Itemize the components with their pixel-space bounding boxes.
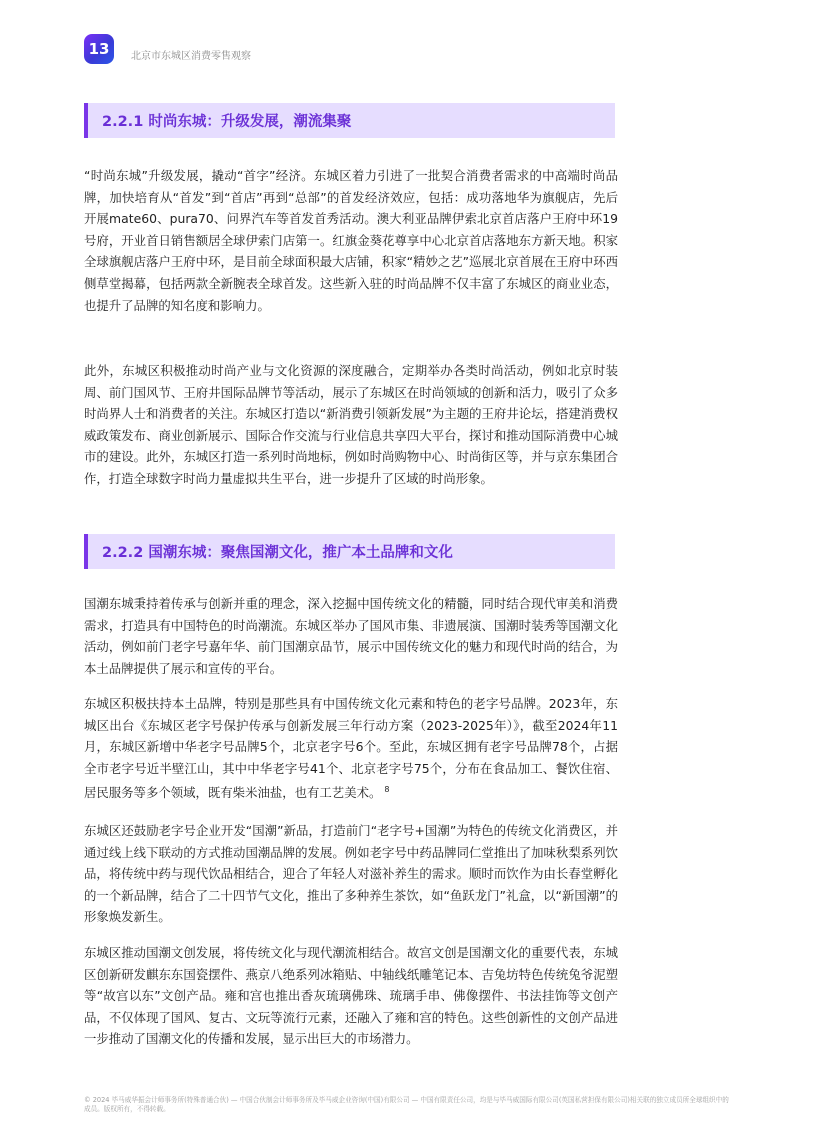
paragraph: 东城区还鼓励老字号企业开发“国潮”新品，打造前门“老字号+国潮”为特色的传统文化消费区，并通过线上线下联动的方式推动国潮品牌的发展。例如老字号中药品牌同仁堂推出了加味秋梨系列饮品，将传统中药与现代饮品相结合，迎合了年轻人对滋补养生的需求。顺时而饮作为由长春堂孵化的一个新品牌，结合了二十四节气文化，推出了多种养生茶饮，如“鱼跃龙门”礼盒，以“新国潮”的形象焕发新生。 [84, 823, 618, 925]
paragraph: 此外，东城区积极推动时尚产业与文化资源的深度融合，定期举办各类时尚活动，例如北京时装周、前门国风节、王府井国际品牌节等活动，展示了东城区在时尚领域的创新和活力，吸引了众多时尚界人士和消费者的关注。东城区打造以“新消费引领新发展”为主题的王府井论坛，搭建消费权威政策发布、商业创新展示、国际合作交流与行业信息共享四大平台，探讨和推动国际消费中心城市的建设。此外，东城区打造一系列时尚地标，例如时尚购物中心、时尚街区等，并与京东集团合作，打造全球数字时尚力量虚拟共生平台，进一步提升了区域的时尚形象。 [84, 363, 618, 486]
section-heading-2-2-2 [84, 534, 615, 569]
paragraph-text: 东城区积极扶持本土品牌，特别是那些具有中国传统文化元素和特色的老字号品牌。2023年，东城区出台《东城区老字号保护传承与创新发展三年行动方案（2023-2025年）》，截至2024年11月，东城区新增中华老字号品牌5个，北京老字号6个。至此，东城区拥有老字号品牌78个，占据全市老字号近半壁江山，其中中华老字号41个、北京老字号75个，分布在食品加工、餐饮住宿、居民服务等多个领域，既有柴米油盐，也有工艺美术。 [84, 696, 618, 801]
paragraph: 国潮东城秉持着传承与创新并重的理念，深入挖掘中国传统文化的精髓，同时结合现代审美和消费需求，打造具有中国特色的时尚潮流。东城区举办了国风市集、非遗展演、国潮时装秀等国潮文化活动，例如前门老字号嘉年华、前门国潮京品节，展示中国传统文化的魅力和现代时尚的结合，为本土品牌提供了展示和宣传的平台。 [84, 596, 618, 676]
section-heading-text: 2.2.1 时尚东城：升级发展，潮流集聚 [102, 114, 352, 130]
page-number: 13 [88, 40, 110, 58]
footnote-ref: 8 [384, 785, 390, 795]
section-heading-text: 2.2.2 国潮东城：聚焦国潮文化，推广本土品牌和文化 [102, 545, 453, 561]
section-heading-2-2-1 [84, 103, 615, 138]
paragraph-with-footnote [84, 693, 618, 804]
running-title: 北京市东城区消费零售观察 [131, 51, 251, 62]
footer-legal: © 2024 毕马威华振会计师事务所(特殊普通合伙) — 中国合伙制会计师事务所及毕马威企业咨询(中国)有限公司 — 中国有限责任公司，均是与毕马威国际有限公司(英国私营担保有限公司)相关联的独立成员所全球组织中的成员。版权所有，不得转载。 [84, 1096, 729, 1113]
paragraph: 东城区推动国潮文创发展，将传统文化与现代潮流相结合。故宫文创是国潮文化的重要代表，东城区创新研发麒东东国瓷摆件、燕京八绝系列冰箱贴、中轴线纸雕笔记本、吉兔坊特色传统兔爷泥塑等“故宫以东”文创产品。雍和宫也推出香灰琉璃佛珠、琉璃手串、佛像摆件、书法挂饰等文创产品，不仅体现了国风、复古、文玩等流行元素，还融入了雍和宫的特色。这些创新性的文创产品进一步推动了国潮文化的传播和发展，显示出巨大的市场潜力。 [84, 945, 618, 1047]
page-number-badge [84, 34, 114, 64]
paragraph: “时尚东城”升级发展，撬动“首字”经济。东城区着力引进了一批契合消费者需求的中高端时尚品牌，加快培育从“首发”到“首店”再到“总部”的首发经济效应，包括：成功落地华为旗舰店，先后开展mate60、pura70、问界汽车等首发首秀活动。澳大利亚品牌伊索北京首店落户王府中环19号府，开业首日销售额居全球伊索门店第一。红旗金葵花尊享中心北京首店落地东方新天地。积家全球旗舰店落户王府中环，是目前全球面积最大店铺，积家“精妙之艺”巡展北京首展在王府中环西侧草堂揭幕，包括两款全新腕表全球首发。这些新入驻的时尚品牌不仅丰富了东城区的商业业态，也提升了品牌的知名度和影响力。 [84, 168, 618, 313]
